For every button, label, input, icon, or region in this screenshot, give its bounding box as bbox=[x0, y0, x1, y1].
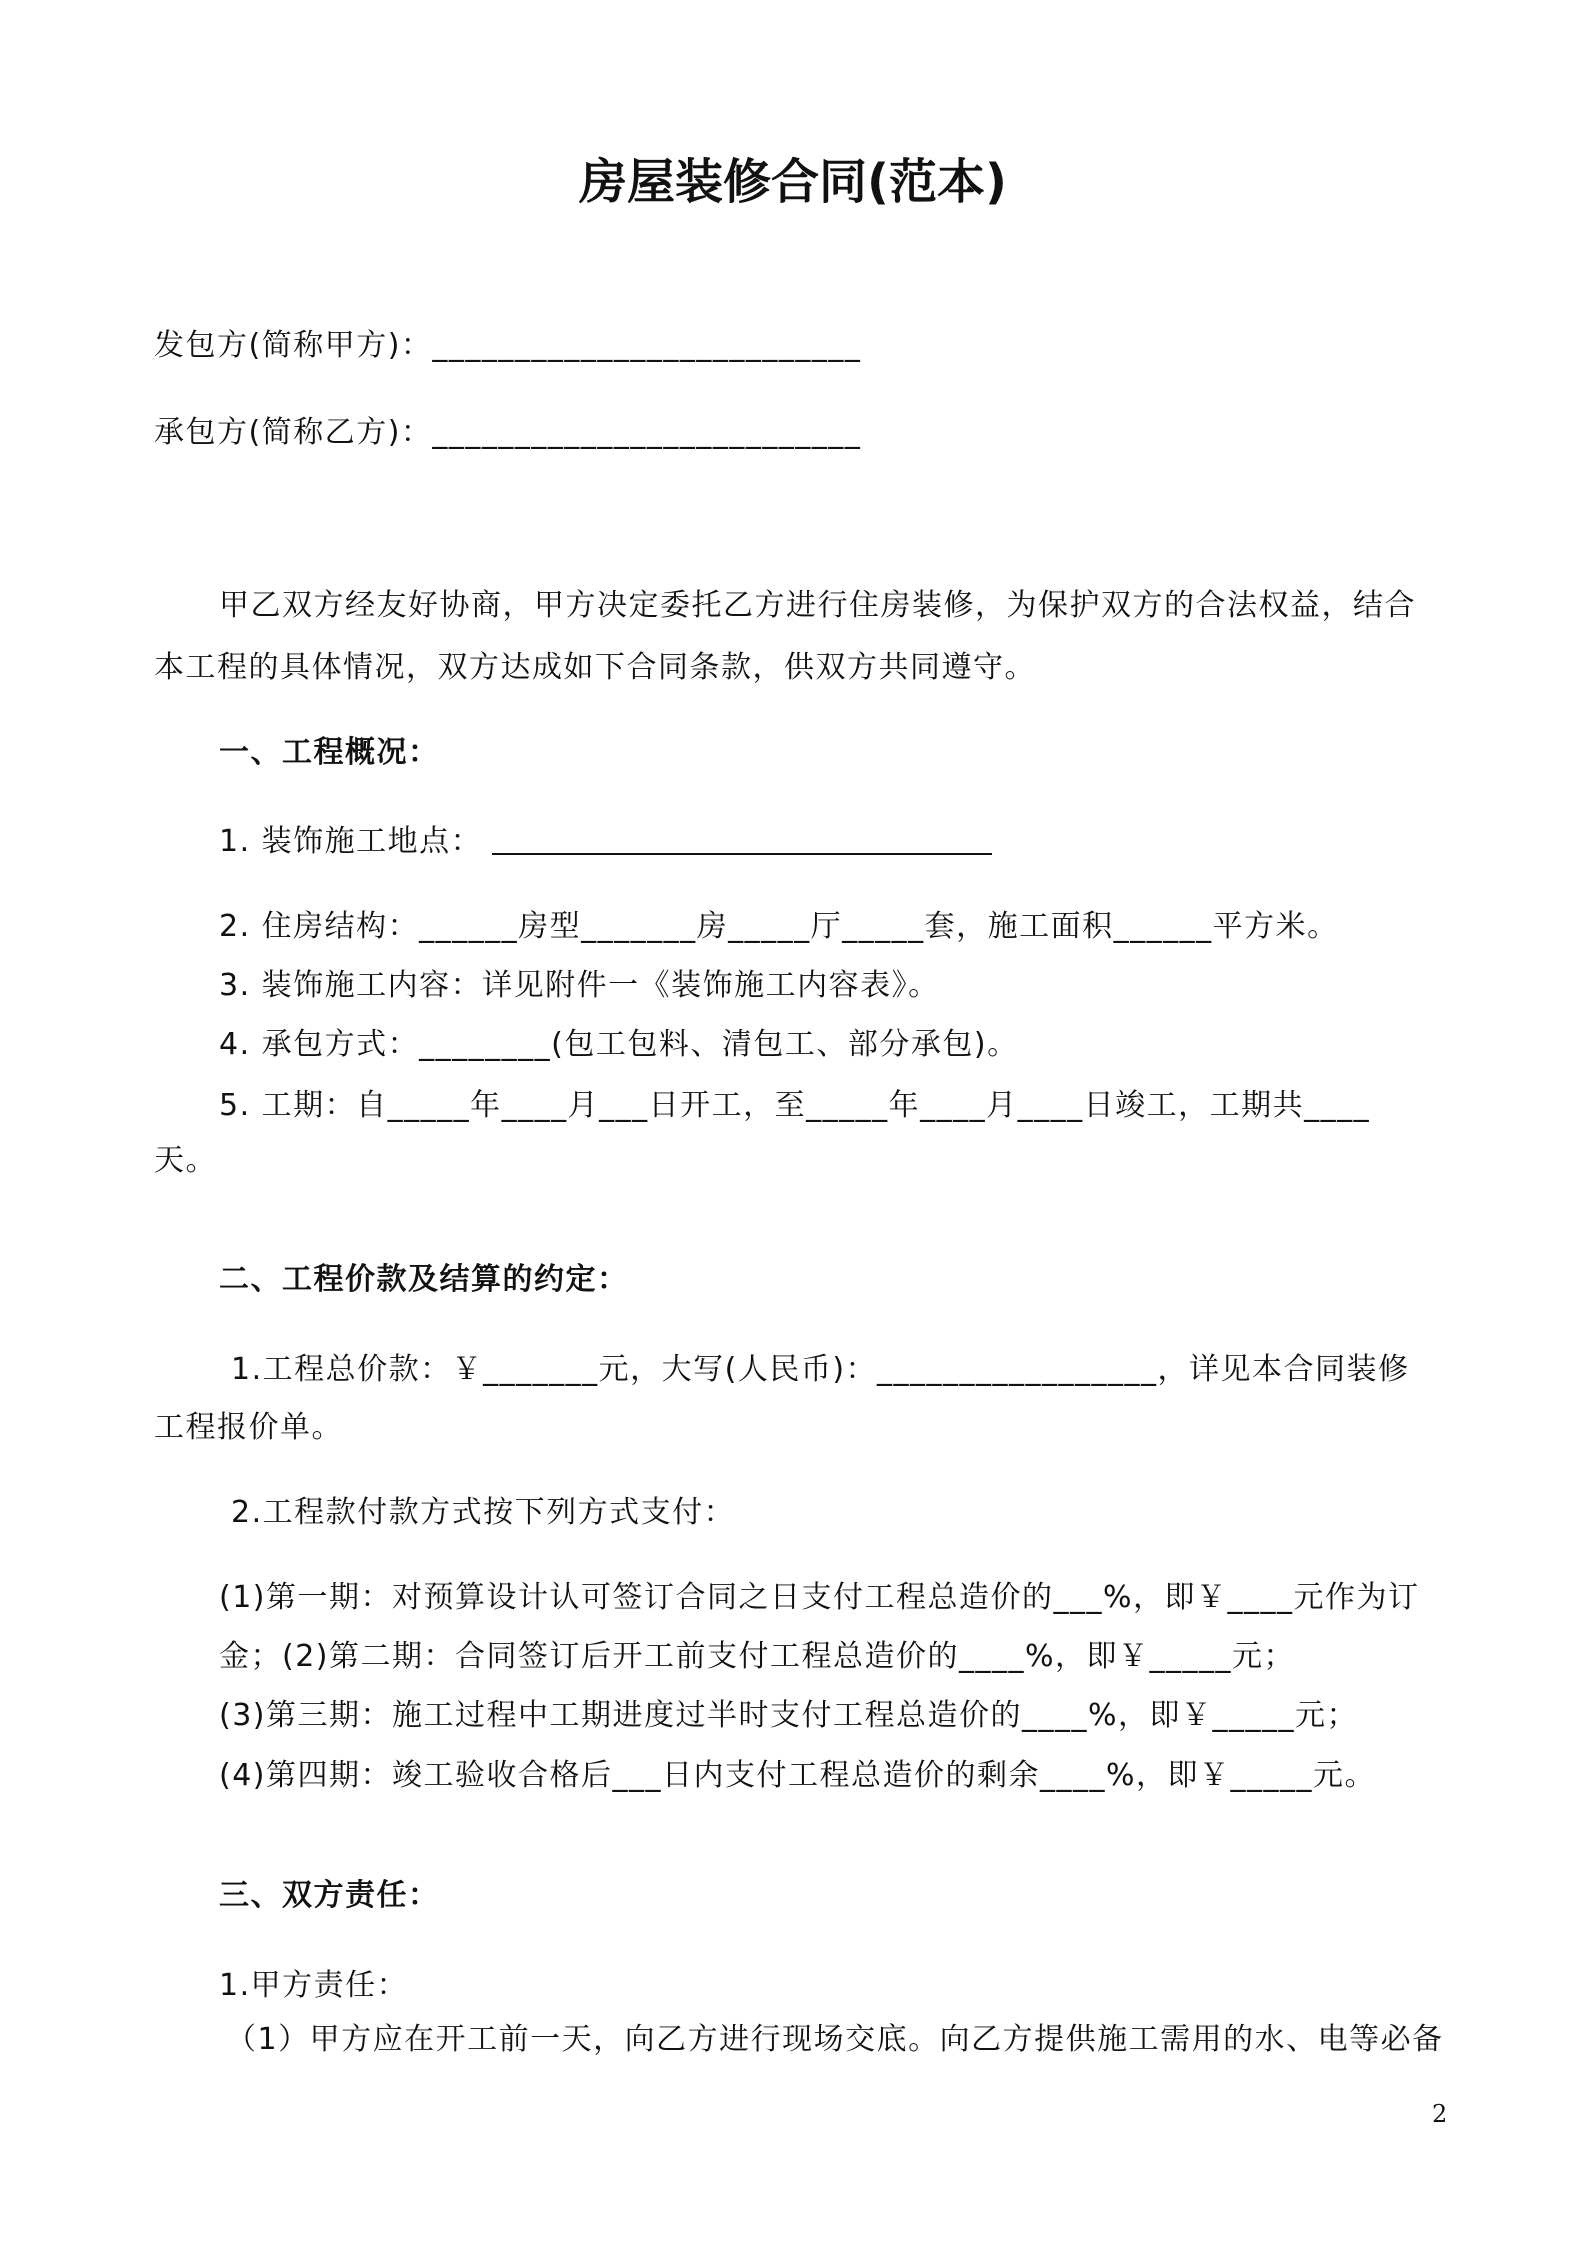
section-3-sub-1-item-1: （1）甲方应在开工前一天，向乙方进行现场交底。向乙方提供施工需用的水、电等必备 bbox=[226, 2022, 1444, 2057]
page-number: 2 bbox=[1432, 2100, 1448, 2128]
section-3-sub-1: 1.甲方责任： bbox=[219, 1968, 409, 2003]
address-blank bbox=[492, 823, 992, 855]
item-label: 1. 装饰施工地点： bbox=[219, 824, 483, 859]
section-1-item-1 bbox=[219, 822, 992, 862]
section-1-item-5-cont: 天。 bbox=[154, 1143, 217, 1178]
intro-line-1: 甲乙双方经友好协商，甲方决定委托乙方进行住房装修，为保护双方的合法权益，结合 bbox=[219, 588, 1416, 623]
intro-line-2: 本工程的具体情况，双方达成如下合同条款，供双方共同遵守。 bbox=[154, 650, 1036, 685]
section-1-item-5: 5. 工期：自_____年____月___日开工，至_____年____月____日竣工，工期共____ bbox=[219, 1088, 1371, 1123]
document-title: 房屋装修合同(范本) bbox=[579, 154, 1007, 210]
section-1-item-4: 4. 承包方式：________(包工包料、清包工、部分承包)。 bbox=[219, 1027, 1019, 1062]
party-a-line: 发包方(简称甲方)：__________________________ bbox=[154, 328, 862, 363]
section-2-item-2: 2.工程款付款方式按下列方式支付： bbox=[231, 1495, 736, 1530]
section-1-heading: 一、工程概况： bbox=[219, 735, 440, 770]
payment-2: 金；(2)第二期：合同签订后开工前支付工程总造价的____%，即￥_____元； bbox=[219, 1639, 1296, 1674]
section-2-heading: 二、工程价款及结算的约定： bbox=[219, 1262, 629, 1297]
payment-3: (3)第三期：施工过程中工期进度过半时支付工程总造价的____%，即￥_____元； bbox=[219, 1698, 1358, 1733]
section-1-item-2: 2. 住房结构：______房型_______房_____厅_____套，施工面积______平方米。 bbox=[219, 909, 1339, 944]
section-3-heading: 三、双方责任： bbox=[219, 1878, 440, 1913]
section-2-item-1-cont: 工程报价单。 bbox=[154, 1410, 343, 1445]
party-b-line: 承包方(简称乙方)：__________________________ bbox=[154, 415, 862, 450]
payment-4: (4)第四期：竣工验收合格后___日内支付工程总造价的剩余____%，即￥_____元。 bbox=[219, 1758, 1376, 1793]
section-1-item-3: 3. 装饰施工内容：详见附件一《装饰施工内容表》。 bbox=[219, 968, 940, 1003]
section-2-item-1: 1.工程总价款：￥_______元，大写(人民币)：_________________，详见本合同装修 bbox=[231, 1352, 1410, 1387]
payment-1: (1)第一期：对预算设计认可签订合同之日支付工程总造价的___%，即￥____元作为订 bbox=[219, 1580, 1420, 1615]
